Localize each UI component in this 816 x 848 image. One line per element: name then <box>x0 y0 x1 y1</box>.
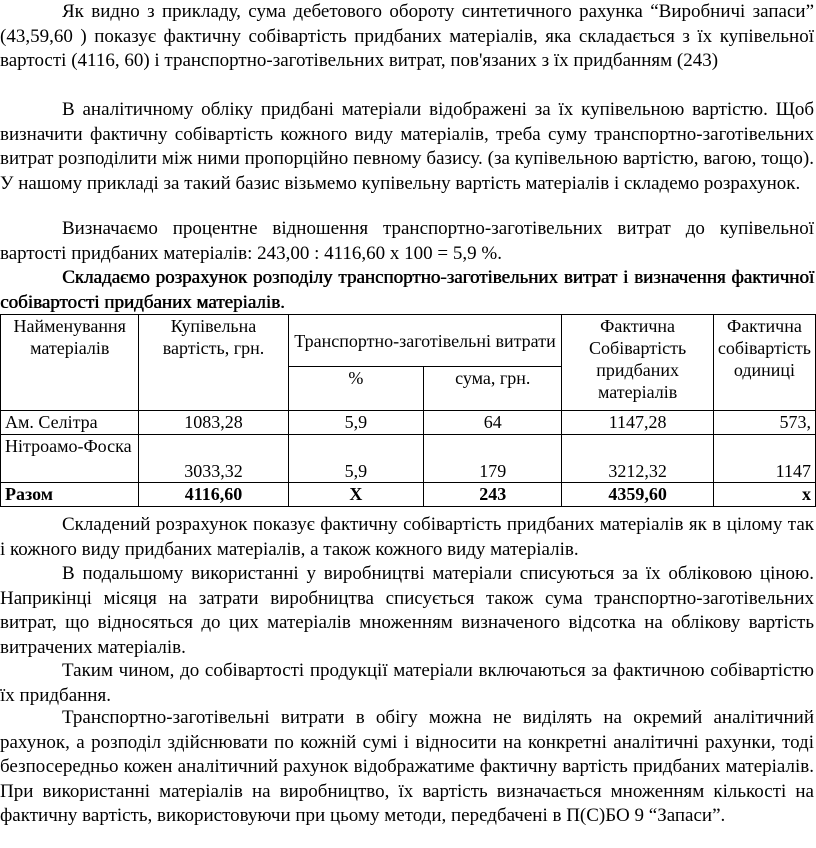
total-unit: х <box>713 483 815 507</box>
cell-actual: 3212,32 <box>562 435 713 483</box>
header-purchase: Купівельна вартість, грн. <box>139 315 288 411</box>
table-row <box>1 411 816 435</box>
table-row <box>1 435 816 483</box>
paragraph-analytical-accounting: В аналітичному обліку придбані матеріали відображені за їх купівельною вартістю. Щоб визначити фактичну собівартість кожного виду матеріалів, треба суму транспортно-заготівельних витрат розподілити між ними пропорційно певному базису. (за купівельною вартістю, вагою, тощо). У нашому прикладі за такий базис візьмемо купівельну вартість матеріалів і складемо розрахунок. <box>0 99 814 194</box>
total-purchase: 4116,60 <box>139 483 288 507</box>
cell-sum: 64 <box>424 411 562 435</box>
paragraph-transport-costs: Транспортно-заготівельні витрати в обігу можна не виділять на окремий аналітичний рахунок, а розподіл здійснювати по кожній сумі і відносити на конкретні аналітичні рахунки, тоді безпосередньо кожен аналітичний рахунок відображатиме фактичну вартість придбаних матеріалів. При використанні матеріалів на виробництво, їх вартість визначається множенням кількості на фактичну вартість, використовуючи при цьому методи, передбачені в П(С)БО 9 “Запаси”. <box>0 707 814 827</box>
total-percent: Х <box>288 483 424 507</box>
header-percent: % <box>288 367 424 411</box>
paragraph-calc-result: Складений розрахунок показує фактичну собівартість придбаних матеріалів як в цілому так і кожного виду придбаних матеріалів, а також кожного виду матеріалів. <box>0 514 814 560</box>
table-header-row <box>1 315 816 367</box>
cell-unit: 1147 <box>713 435 815 483</box>
paragraph-percent-ratio: Визначаємо процентне відношення транспортно-заготівельних витрат до купівельної вартості придбаних матеріалів: 243,00 : 4116,60 х 100 = 5,9 %. <box>0 218 814 264</box>
cell-purchase: 3033,32 <box>139 435 288 483</box>
table-heading: Складаємо розрахунок розподілу транспортно-заготівельних витрат і визначення фактичної собівартості придбаних матеріалів. <box>0 267 814 313</box>
table-total-row <box>1 483 816 507</box>
cell-name: Ам. Селітра <box>1 411 139 435</box>
cell-name: Нітроамо-Фоска <box>1 435 139 483</box>
header-name: Найменування матеріалів <box>1 315 139 411</box>
cell-purchase: 1083,28 <box>139 411 288 435</box>
total-sum: 243 <box>424 483 562 507</box>
total-name: Разом <box>1 483 139 507</box>
total-actual: 4359,60 <box>562 483 713 507</box>
cell-sum: 179 <box>424 435 562 483</box>
cell-actual: 1147,28 <box>562 411 713 435</box>
header-actual-unit: Фактична собівартість одиниці <box>713 315 815 411</box>
paragraph-further-use: В подальшому використанні у виробництві матеріали списуються за їх обліковою ціною. Наприкінці місяця на затрати виробництва списується також сума транспортно-заготівельних витрат, що відносяться до цих матеріалів множенням визначеного відсотка на облікову вартість витрачених матеріалів. <box>0 563 814 658</box>
paragraph-conclusion: Таким чином, до собівартості продукції матеріали включаються за фактичною собівартістю їх придбання. <box>0 660 814 706</box>
cell-unit: 573, <box>713 411 815 435</box>
cell-percent: 5,9 <box>288 435 424 483</box>
distribution-table <box>0 314 816 507</box>
header-transport: Транспортно-заготівельні витрати <box>288 315 562 367</box>
header-sum: сума, грн. <box>424 367 562 411</box>
cell-percent: 5,9 <box>288 411 424 435</box>
paragraph-debit-turnover: Як видно з прикладу, сума дебетового обороту синтетичного рахунка “Виробничі запаси” (43,59,60 ) показує фактичну собівартість придбаних матеріалів, яка складається з їх купівельної вартості (4116, 60) і транспортно-заготівельних витрат, пов'язаних з їх придбанням (243) <box>0 1 814 72</box>
header-actual: Фактична Собівартість придбаних матеріалів <box>562 315 713 411</box>
